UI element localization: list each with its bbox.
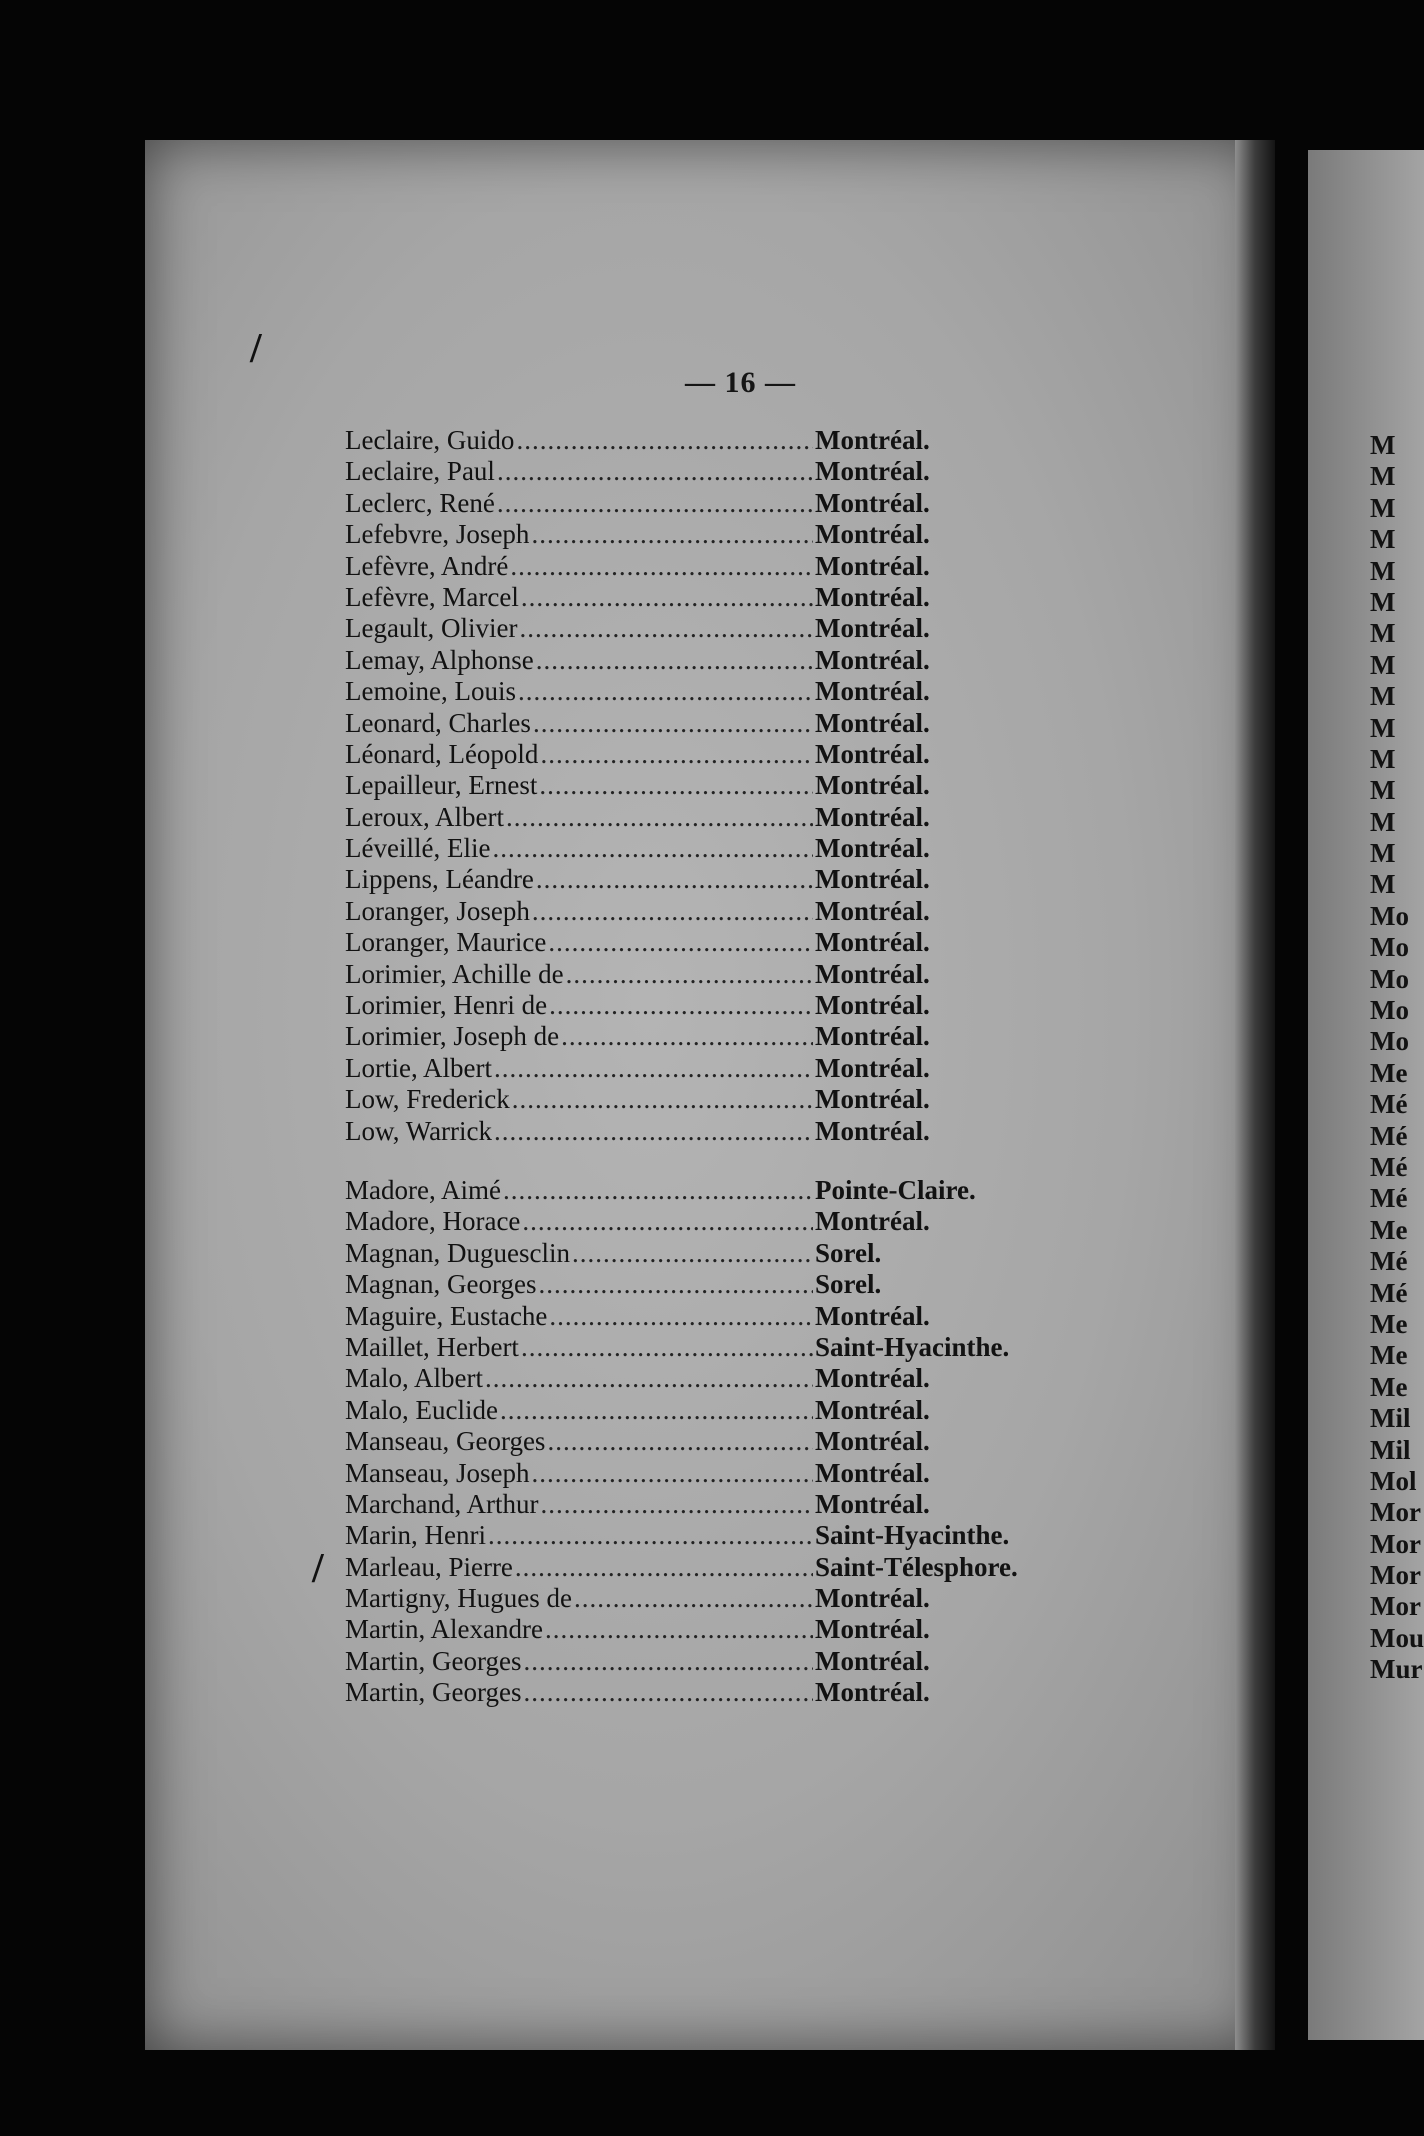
- entry-place: Montréal.: [815, 581, 930, 612]
- entry-place: Montréal.: [815, 990, 930, 1021]
- entry-name: Leclerc, René: [345, 487, 495, 518]
- entry-place: Montréal.: [815, 1488, 930, 1519]
- adjacent-fragment: M: [1370, 712, 1396, 743]
- entry-place: Montréal.: [815, 1583, 930, 1614]
- adjacent-fragment: Mo: [1370, 900, 1409, 931]
- adjacent-fragment: Mil: [1370, 1434, 1411, 1465]
- entry-place: Montréal.: [815, 1206, 930, 1237]
- leader-dots: [532, 896, 813, 927]
- book-gutter: [1235, 140, 1275, 2050]
- entry-place: Montréal.: [815, 1021, 930, 1052]
- list-entry: [345, 770, 1045, 801]
- entry-place: Montréal.: [815, 770, 930, 801]
- adjacent-fragment: Mur: [1370, 1654, 1423, 1685]
- entry-name: Lefebvre, Joseph: [345, 519, 530, 550]
- adjacent-page-fragments: [1370, 430, 1424, 1686]
- entry-name: Lorimier, Achille de: [345, 958, 564, 989]
- adjacent-fragment: M: [1370, 555, 1396, 586]
- list-entry: [345, 1520, 1045, 1551]
- adjacent-fragment: Mé: [1370, 1120, 1408, 1151]
- adjacent-fragment: M: [1370, 681, 1396, 712]
- entry-place: Montréal.: [815, 613, 930, 644]
- entry-place: Montréal.: [815, 1115, 930, 1146]
- leader-dots: [510, 551, 813, 582]
- leader-dots: [521, 582, 813, 613]
- leader-dots: [516, 425, 813, 456]
- entry-name: Lortie, Albert: [345, 1052, 492, 1083]
- adjacent-fragment: Mil: [1370, 1403, 1411, 1434]
- adjacent-fragment: M: [1370, 806, 1396, 837]
- entry-place: Montréal.: [815, 864, 930, 895]
- entry-place: Montréal.: [815, 644, 930, 675]
- leader-dots: [549, 990, 813, 1021]
- entry-place: Montréal.: [815, 1677, 930, 1708]
- entry-group-m: [345, 1175, 1045, 1709]
- entry-place: Montréal.: [815, 1363, 930, 1394]
- adjacent-fragment: M: [1370, 430, 1396, 460]
- entry-place: Montréal.: [815, 707, 930, 738]
- list-entry: [345, 1363, 1045, 1394]
- entry-name: Magnan, Duguesclin: [345, 1237, 570, 1268]
- list-entry: [345, 927, 1045, 958]
- page-number: — 16 —: [685, 366, 796, 399]
- leader-dots: [574, 1583, 813, 1614]
- list-entry: [345, 1458, 1045, 1489]
- entry-place: Montréal.: [815, 456, 930, 487]
- entry-name: Martin, Georges: [345, 1677, 522, 1708]
- name-list: [345, 425, 1045, 1709]
- adjacent-fragment: Mé: [1370, 1089, 1408, 1120]
- adjacent-fragment: Mé: [1370, 1151, 1408, 1182]
- leader-dots: [549, 1301, 813, 1332]
- leader-dots: [522, 1206, 813, 1237]
- entry-place: Montréal.: [815, 1614, 930, 1645]
- entry-name: Lefèvre, André: [345, 550, 509, 581]
- adjacent-fragment: Me: [1370, 1308, 1408, 1339]
- adjacent-fragment: M: [1370, 618, 1396, 649]
- entry-place: Montréal.: [815, 927, 930, 958]
- entry-place: Saint-Hyacinthe.: [815, 1331, 1010, 1362]
- entry-name: Maillet, Herbert: [345, 1331, 519, 1362]
- entry-group-l: [345, 425, 1045, 1147]
- leader-dots: [539, 770, 813, 801]
- entry-place: Pointe-Claire.: [815, 1174, 976, 1205]
- leader-dots: [533, 708, 813, 739]
- entry-place: Sorel.: [815, 1269, 882, 1300]
- list-entry: [345, 551, 1045, 582]
- leader-dots: [485, 1363, 813, 1394]
- leader-dots: [518, 676, 813, 707]
- entry-name: Léveillé, Elie: [345, 833, 491, 864]
- list-entry: [345, 959, 1045, 990]
- entry-place: Montréal.: [815, 1084, 930, 1115]
- list-entry: [345, 1614, 1045, 1645]
- entry-name: Leroux, Albert: [345, 801, 504, 832]
- entry-place: Montréal.: [815, 1645, 930, 1676]
- entry-name: Lorimier, Henri de: [345, 990, 548, 1021]
- entry-place: Montréal.: [815, 1052, 930, 1083]
- entry-name: Malo, Euclide: [345, 1394, 498, 1425]
- leader-dots: [492, 833, 813, 864]
- entry-place: Montréal.: [815, 519, 930, 550]
- entry-name: Marin, Henri: [345, 1520, 486, 1551]
- list-entry: [345, 613, 1045, 644]
- leader-dots: [547, 1426, 813, 1457]
- margin-mark-top: /: [250, 326, 262, 372]
- margin-mark-bottom: /: [312, 1546, 324, 1592]
- list-entry: [345, 1084, 1045, 1115]
- leader-dots: [506, 802, 813, 833]
- leader-dots: [545, 1614, 813, 1645]
- adjacent-fragment: Mé: [1370, 1277, 1408, 1308]
- adjacent-fragment: Mor: [1370, 1560, 1421, 1591]
- adjacent-fragment: M: [1370, 838, 1396, 869]
- adjacent-fragment: Mé: [1370, 1183, 1408, 1214]
- list-entry: [345, 676, 1045, 707]
- entry-name: Low, Frederick: [345, 1084, 510, 1115]
- list-entry: [345, 582, 1045, 613]
- list-entry: [345, 1552, 1045, 1583]
- leader-dots: [519, 613, 813, 644]
- list-entry: [345, 645, 1045, 676]
- leader-dots: [497, 456, 813, 487]
- entry-place: Montréal.: [815, 801, 930, 832]
- entry-name: Martin, Georges: [345, 1645, 522, 1676]
- list-entry: [345, 864, 1045, 895]
- list-entry: [345, 1238, 1045, 1269]
- leader-dots: [512, 1084, 813, 1115]
- adjacent-fragment: Me: [1370, 1340, 1408, 1371]
- leader-dots: [515, 1552, 813, 1583]
- list-entry: [345, 990, 1045, 1021]
- entry-name: Martin, Alexandre: [345, 1614, 543, 1645]
- list-entry: [345, 519, 1045, 550]
- leader-dots: [536, 864, 813, 895]
- entry-name: Leonard, Charles: [345, 707, 531, 738]
- list-entry: [345, 488, 1045, 519]
- entry-name: Lemoine, Louis: [345, 676, 516, 707]
- leader-dots: [523, 1677, 813, 1708]
- entry-place: Montréal.: [815, 738, 930, 769]
- entry-name: Maguire, Eustache: [345, 1300, 548, 1331]
- leader-dots: [503, 1175, 813, 1206]
- list-entry: [345, 1426, 1045, 1457]
- adjacent-fragment: M: [1370, 649, 1396, 680]
- entry-place: Montréal.: [815, 676, 930, 707]
- entry-place: Sorel.: [815, 1237, 882, 1268]
- entry-name: Marleau, Pierre: [345, 1551, 513, 1582]
- list-entry: [345, 1053, 1045, 1084]
- leader-dots: [536, 645, 813, 676]
- entry-place: Montréal.: [815, 1300, 930, 1331]
- adjacent-fragment: Mor: [1370, 1497, 1421, 1528]
- entry-name: Leclaire, Guido: [345, 425, 515, 455]
- entry-place: Saint-Télesphore.: [815, 1551, 1018, 1582]
- leader-dots: [521, 1332, 813, 1363]
- adjacent-fragment: Mor: [1370, 1591, 1421, 1622]
- entry-name: Low, Warrick: [345, 1115, 493, 1146]
- entry-place: Montréal.: [815, 1457, 930, 1488]
- entry-place: Montréal.: [815, 487, 930, 518]
- list-entry: [345, 1116, 1045, 1147]
- leader-dots: [540, 739, 813, 770]
- adjacent-fragment: Me: [1370, 1214, 1408, 1245]
- leader-dots: [531, 519, 813, 550]
- entry-name: Lepailleur, Ernest: [345, 770, 538, 801]
- list-entry: [345, 802, 1045, 833]
- list-entry: [345, 1175, 1045, 1206]
- entry-name: Léonard, Léopold: [345, 738, 539, 769]
- adjacent-fragment: M: [1370, 461, 1396, 492]
- list-entry: [345, 1646, 1045, 1677]
- adjacent-fragment: M: [1370, 586, 1396, 617]
- list-entry: [345, 708, 1045, 739]
- list-entry: [345, 1021, 1045, 1052]
- list-entry: [345, 1395, 1045, 1426]
- list-entry: [345, 1489, 1045, 1520]
- entry-place: Montréal.: [815, 425, 930, 455]
- list-entry: [345, 425, 1045, 456]
- list-entry: [345, 456, 1045, 487]
- leader-dots: [566, 959, 813, 990]
- entry-name: Leclaire, Paul: [345, 456, 495, 487]
- adjacent-fragment: Mo: [1370, 932, 1409, 963]
- leader-dots: [494, 1053, 813, 1084]
- list-entry: [345, 1206, 1045, 1237]
- entry-name: Legault, Olivier: [345, 613, 518, 644]
- adjacent-fragment: Mol: [1370, 1465, 1417, 1496]
- entry-name: Lemay, Alphonse: [345, 644, 534, 675]
- entry-name: Lorimier, Joseph de: [345, 1021, 560, 1052]
- list-entry: [345, 1677, 1045, 1708]
- entry-name: Manseau, Georges: [345, 1426, 546, 1457]
- entry-name: Lippens, Léandre: [345, 864, 534, 895]
- entry-place: Montréal.: [815, 1394, 930, 1425]
- list-entry: [345, 1583, 1045, 1614]
- adjacent-fragment: Mo: [1370, 995, 1409, 1026]
- leader-dots: [540, 1489, 813, 1520]
- adjacent-fragment: M: [1370, 524, 1396, 555]
- leader-dots: [538, 1269, 813, 1300]
- adjacent-fragment: M: [1370, 743, 1396, 774]
- entry-name: Manseau, Joseph: [345, 1457, 530, 1488]
- leader-dots: [572, 1238, 813, 1269]
- adjacent-fragment: Me: [1370, 1057, 1408, 1088]
- adjacent-fragment: Mo: [1370, 1026, 1409, 1057]
- list-entry: [345, 739, 1045, 770]
- entry-place: Montréal.: [815, 550, 930, 581]
- group-gap: [345, 1147, 1045, 1175]
- leader-dots: [500, 1395, 813, 1426]
- entry-place: Montréal.: [815, 958, 930, 989]
- entry-name: Madore, Horace: [345, 1206, 521, 1237]
- list-entry: [345, 833, 1045, 864]
- entry-place: Montréal.: [815, 1426, 930, 1457]
- entry-name: Magnan, Georges: [345, 1269, 537, 1300]
- entry-place: Montréal.: [815, 833, 930, 864]
- adjacent-fragment: M: [1370, 775, 1396, 806]
- adjacent-fragment: Me: [1370, 1371, 1408, 1402]
- entry-place: Saint-Hyacinthe.: [815, 1520, 1010, 1551]
- leader-dots: [497, 488, 813, 519]
- leader-dots: [561, 1021, 813, 1052]
- list-entry: [345, 1332, 1045, 1363]
- entry-name: Loranger, Joseph: [345, 895, 530, 926]
- leader-dots: [531, 1458, 813, 1489]
- entry-name: Marchand, Arthur: [345, 1488, 539, 1519]
- leader-dots: [548, 927, 813, 958]
- list-entry: [345, 1301, 1045, 1332]
- entry-name: Lefèvre, Marcel: [345, 581, 519, 612]
- adjacent-fragment: Mor: [1370, 1528, 1421, 1559]
- entry-name: Martigny, Hugues de: [345, 1583, 572, 1614]
- list-entry: [345, 1269, 1045, 1300]
- entry-name: Loranger, Maurice: [345, 927, 547, 958]
- leader-dots: [488, 1520, 813, 1551]
- adjacent-fragment: M: [1370, 869, 1396, 900]
- entry-place: Montréal.: [815, 895, 930, 926]
- entry-name: Madore, Aimé: [345, 1174, 501, 1205]
- adjacent-fragment: Mé: [1370, 1246, 1408, 1277]
- leader-dots: [494, 1116, 813, 1147]
- list-entry: [345, 896, 1045, 927]
- leader-dots: [523, 1646, 813, 1677]
- adjacent-fragment: Mou: [1370, 1622, 1424, 1653]
- entry-name: Malo, Albert: [345, 1363, 483, 1394]
- adjacent-fragment: Mo: [1370, 963, 1409, 994]
- adjacent-fragment: M: [1370, 492, 1396, 523]
